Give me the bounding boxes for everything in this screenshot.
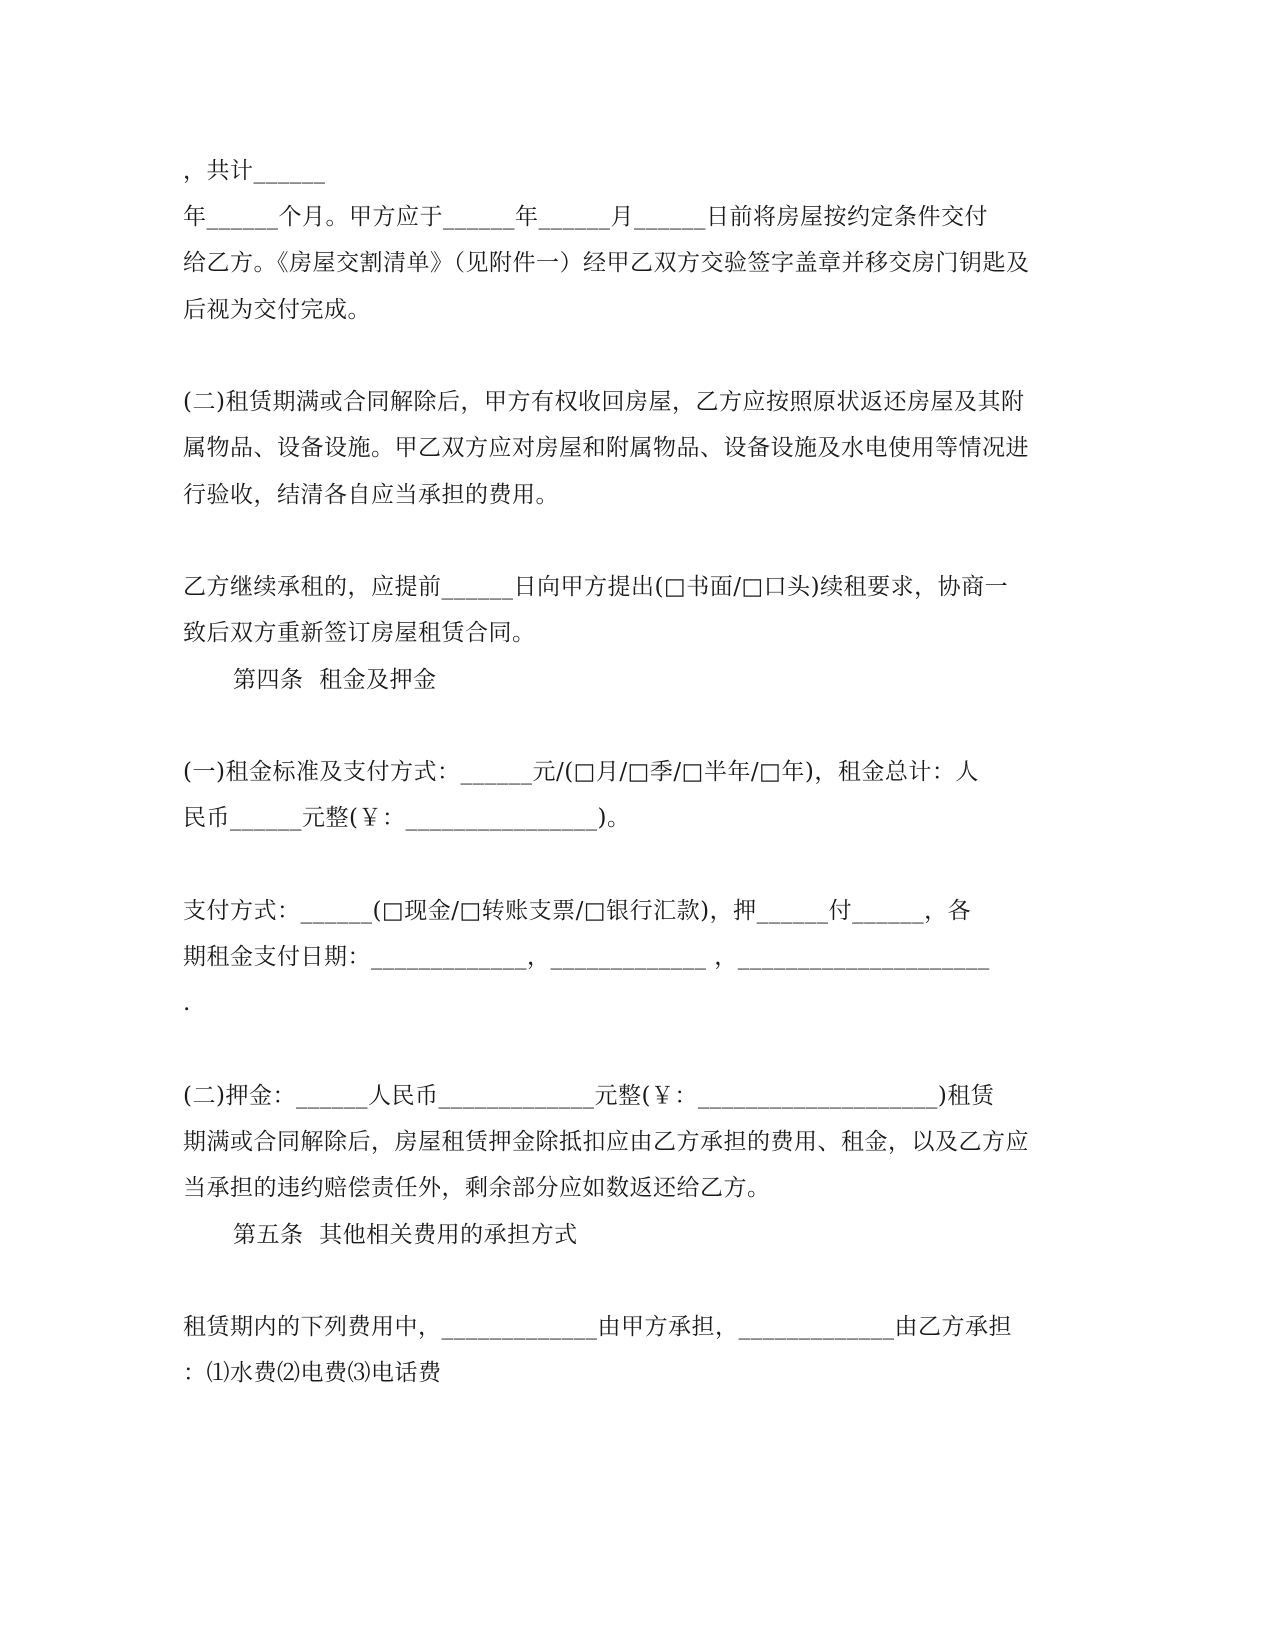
section-heading: 第五条 其他相关费用的承担方式	[233, 1222, 578, 1248]
text-line: 属物品、设备设施。甲乙双方应对房屋和附属物品、设备设施及水电使用等情况进	[183, 435, 1029, 461]
section-heading: 第四条 租金及押金	[233, 667, 437, 693]
text-line: 期租金支付日期：_____________，_____________ ，_____________________	[183, 944, 990, 970]
text-line: 行验收，结清各自应当承担的费用。	[183, 482, 559, 508]
text-line: 当承担的违约赔偿责任外，剩余部分应如数返还给乙方。	[183, 1175, 771, 1201]
text-line: ，共计______	[183, 158, 326, 184]
text-line: 支付方式：______(□现金/□转账支票/□银行汇款)，押______付______，各	[183, 898, 972, 924]
text-line: 后视为交付完成。	[183, 297, 371, 323]
text-line: (二)租赁期满或合同解除后，甲方有权收回房屋，乙方应按照原状返还房屋及其附	[183, 389, 1025, 415]
text-line: (二)押金：______人民币_____________元整(￥：____________________)租赁	[183, 1083, 995, 1109]
text-line: 期满或合同解除后，房屋租赁押金除抵扣应由乙方承担的费用、租金，以及乙方应	[183, 1129, 1029, 1155]
text-line: 租赁期内的下列费用中，_____________由甲方承担，_____________由乙方承担	[183, 1314, 1012, 1340]
text-line: 致后双方重新签订房屋租赁合同。	[183, 620, 536, 646]
text-line: 给乙方。《房屋交割清单》（见附件一）经甲乙双方交验签字盖章并移交房门钥匙及	[183, 250, 1030, 276]
text-line: ：⑴水费⑵电费⑶电话费	[183, 1360, 442, 1386]
text-line: .	[183, 990, 191, 1016]
text-line: (一)租金标准及支付方式：______元/(□月/□季/□半年/□年)，租金总计：人	[183, 759, 979, 785]
text-line: 乙方继续承租的，应提前______日向甲方提出(□书面/□口头)续租要求，协商一	[183, 574, 1009, 600]
text-line: 年______个月。甲方应于______年______月______日前将房屋按约定条件交付	[183, 204, 988, 230]
text-line: 民币______元整(￥：________________)。	[183, 805, 631, 831]
